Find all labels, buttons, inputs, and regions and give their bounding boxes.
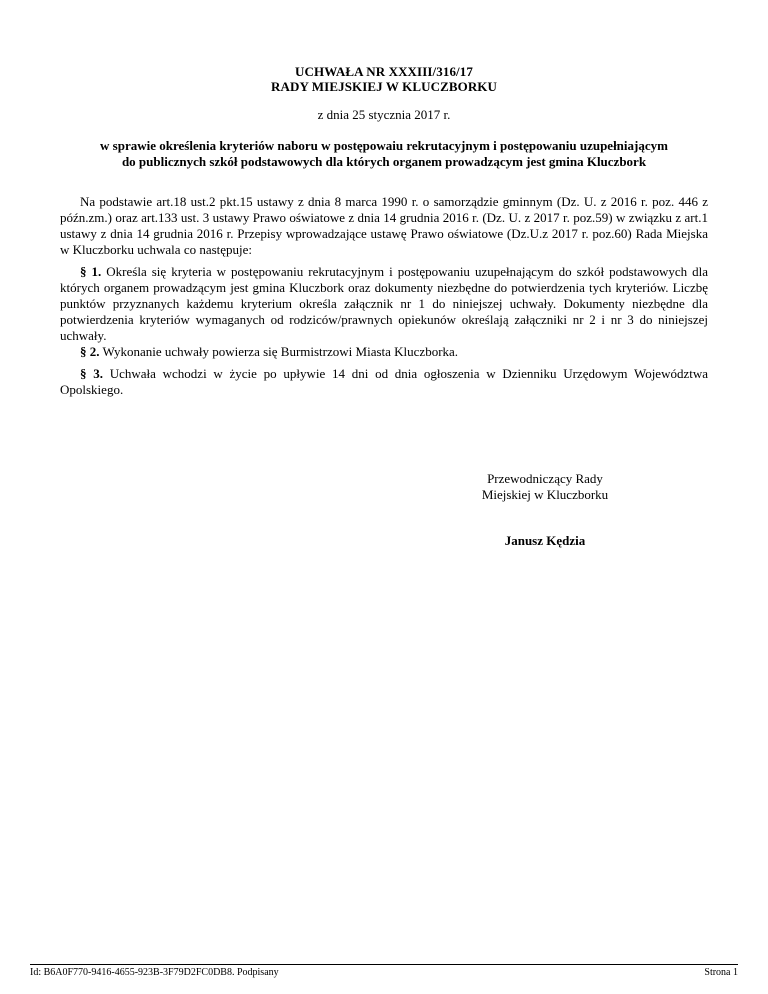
resolution-subject xyxy=(60,138,708,170)
section-2-text: Wykonanie uchwały powierza się Burmistrzowi Miasta Kluczborka. xyxy=(99,344,459,359)
section-3-paragraph xyxy=(60,366,708,398)
section-2-paragraph xyxy=(60,344,708,360)
signature-role-line-1: Przewodniczący Rady xyxy=(487,471,603,486)
document-id: Id: B6A0F770-9416-4655-923B-3F79D2FC0DB8. Podpisany xyxy=(30,967,279,978)
section-2-mark: § 2. xyxy=(80,344,100,359)
section-1-paragraph xyxy=(60,264,708,344)
resolution-header xyxy=(0,64,768,94)
footer-divider xyxy=(30,964,738,965)
council-name: RADY MIEJSKIEJ W KLUCZBORKU xyxy=(270,79,498,94)
section-1-mark: § 1. xyxy=(80,264,102,279)
signer-name: Janusz Kędzia xyxy=(504,533,586,548)
preamble-paragraph: Na podstawie art.18 ust.2 pkt.15 ustawy z dnia 8 marca 1990 r. o samorządzie gminnym (Dz. U. z 2016 r. poz. 446 z późn.zm.) oraz art.133 ust. 3 ustawy Prawo oświatowe z dnia 14 grudnia 2016 r. (Dz. U. z 2017 r. poz.59) w związku z art.1 ustawy z dnia 14 grudnia 2016 r. Przepisy wprowadzające ustawę Prawo oświatowe (Dz.U.z 2017 r. poz.60) Rada Miejska w Kluczborku uchwala co następuje: xyxy=(60,194,708,257)
section-3-text: Uchwała wchodzi w życie po upływie 14 dni od dnia ogłoszenia w Dzienniku Urzędowym Województwa Opolskiego. xyxy=(60,366,709,397)
subject-line-2: do publicznych szkół podstawowych dla których organem prowadzącym jest gmina Kluczbork xyxy=(121,154,647,169)
resolution-number: UCHWAŁA NR XXXIII/316/17 xyxy=(295,64,473,79)
section-1-text: Określa się kryteria w postępowaniu rekrutacyjnym i postępowaniu uzupełnającym do szkół podstawowych dla których organem prowadzącym jest gmina Kluczbork oraz dokumenty niezbędne do potwierdzenia tych kryteriów. Liczbę punktów przyznanych każdemu kryterium określa załącznik nr 1 do niniejszej uchwały. Dokumenty niezbędne dla potwierdzenia kryteriów wymaganych od rodziców/prawnych opiekunów określają załączniki nr 2 i nr 3 do niniejszej uchwały. xyxy=(60,264,709,343)
section-3-mark: § 3. xyxy=(80,366,103,381)
resolution-date: z dnia 25 stycznia 2017 r. xyxy=(317,107,451,122)
signature-role xyxy=(440,471,650,503)
subject-line-1: w sprawie określenia kryteriów naboru w postępowaiu rekrutacyjnym i postępowaniu uzupełniającym xyxy=(100,138,668,153)
page-number: Strona 1 xyxy=(704,967,738,978)
signature-role-line-2: Miejskiej w Kluczborku xyxy=(481,487,609,502)
